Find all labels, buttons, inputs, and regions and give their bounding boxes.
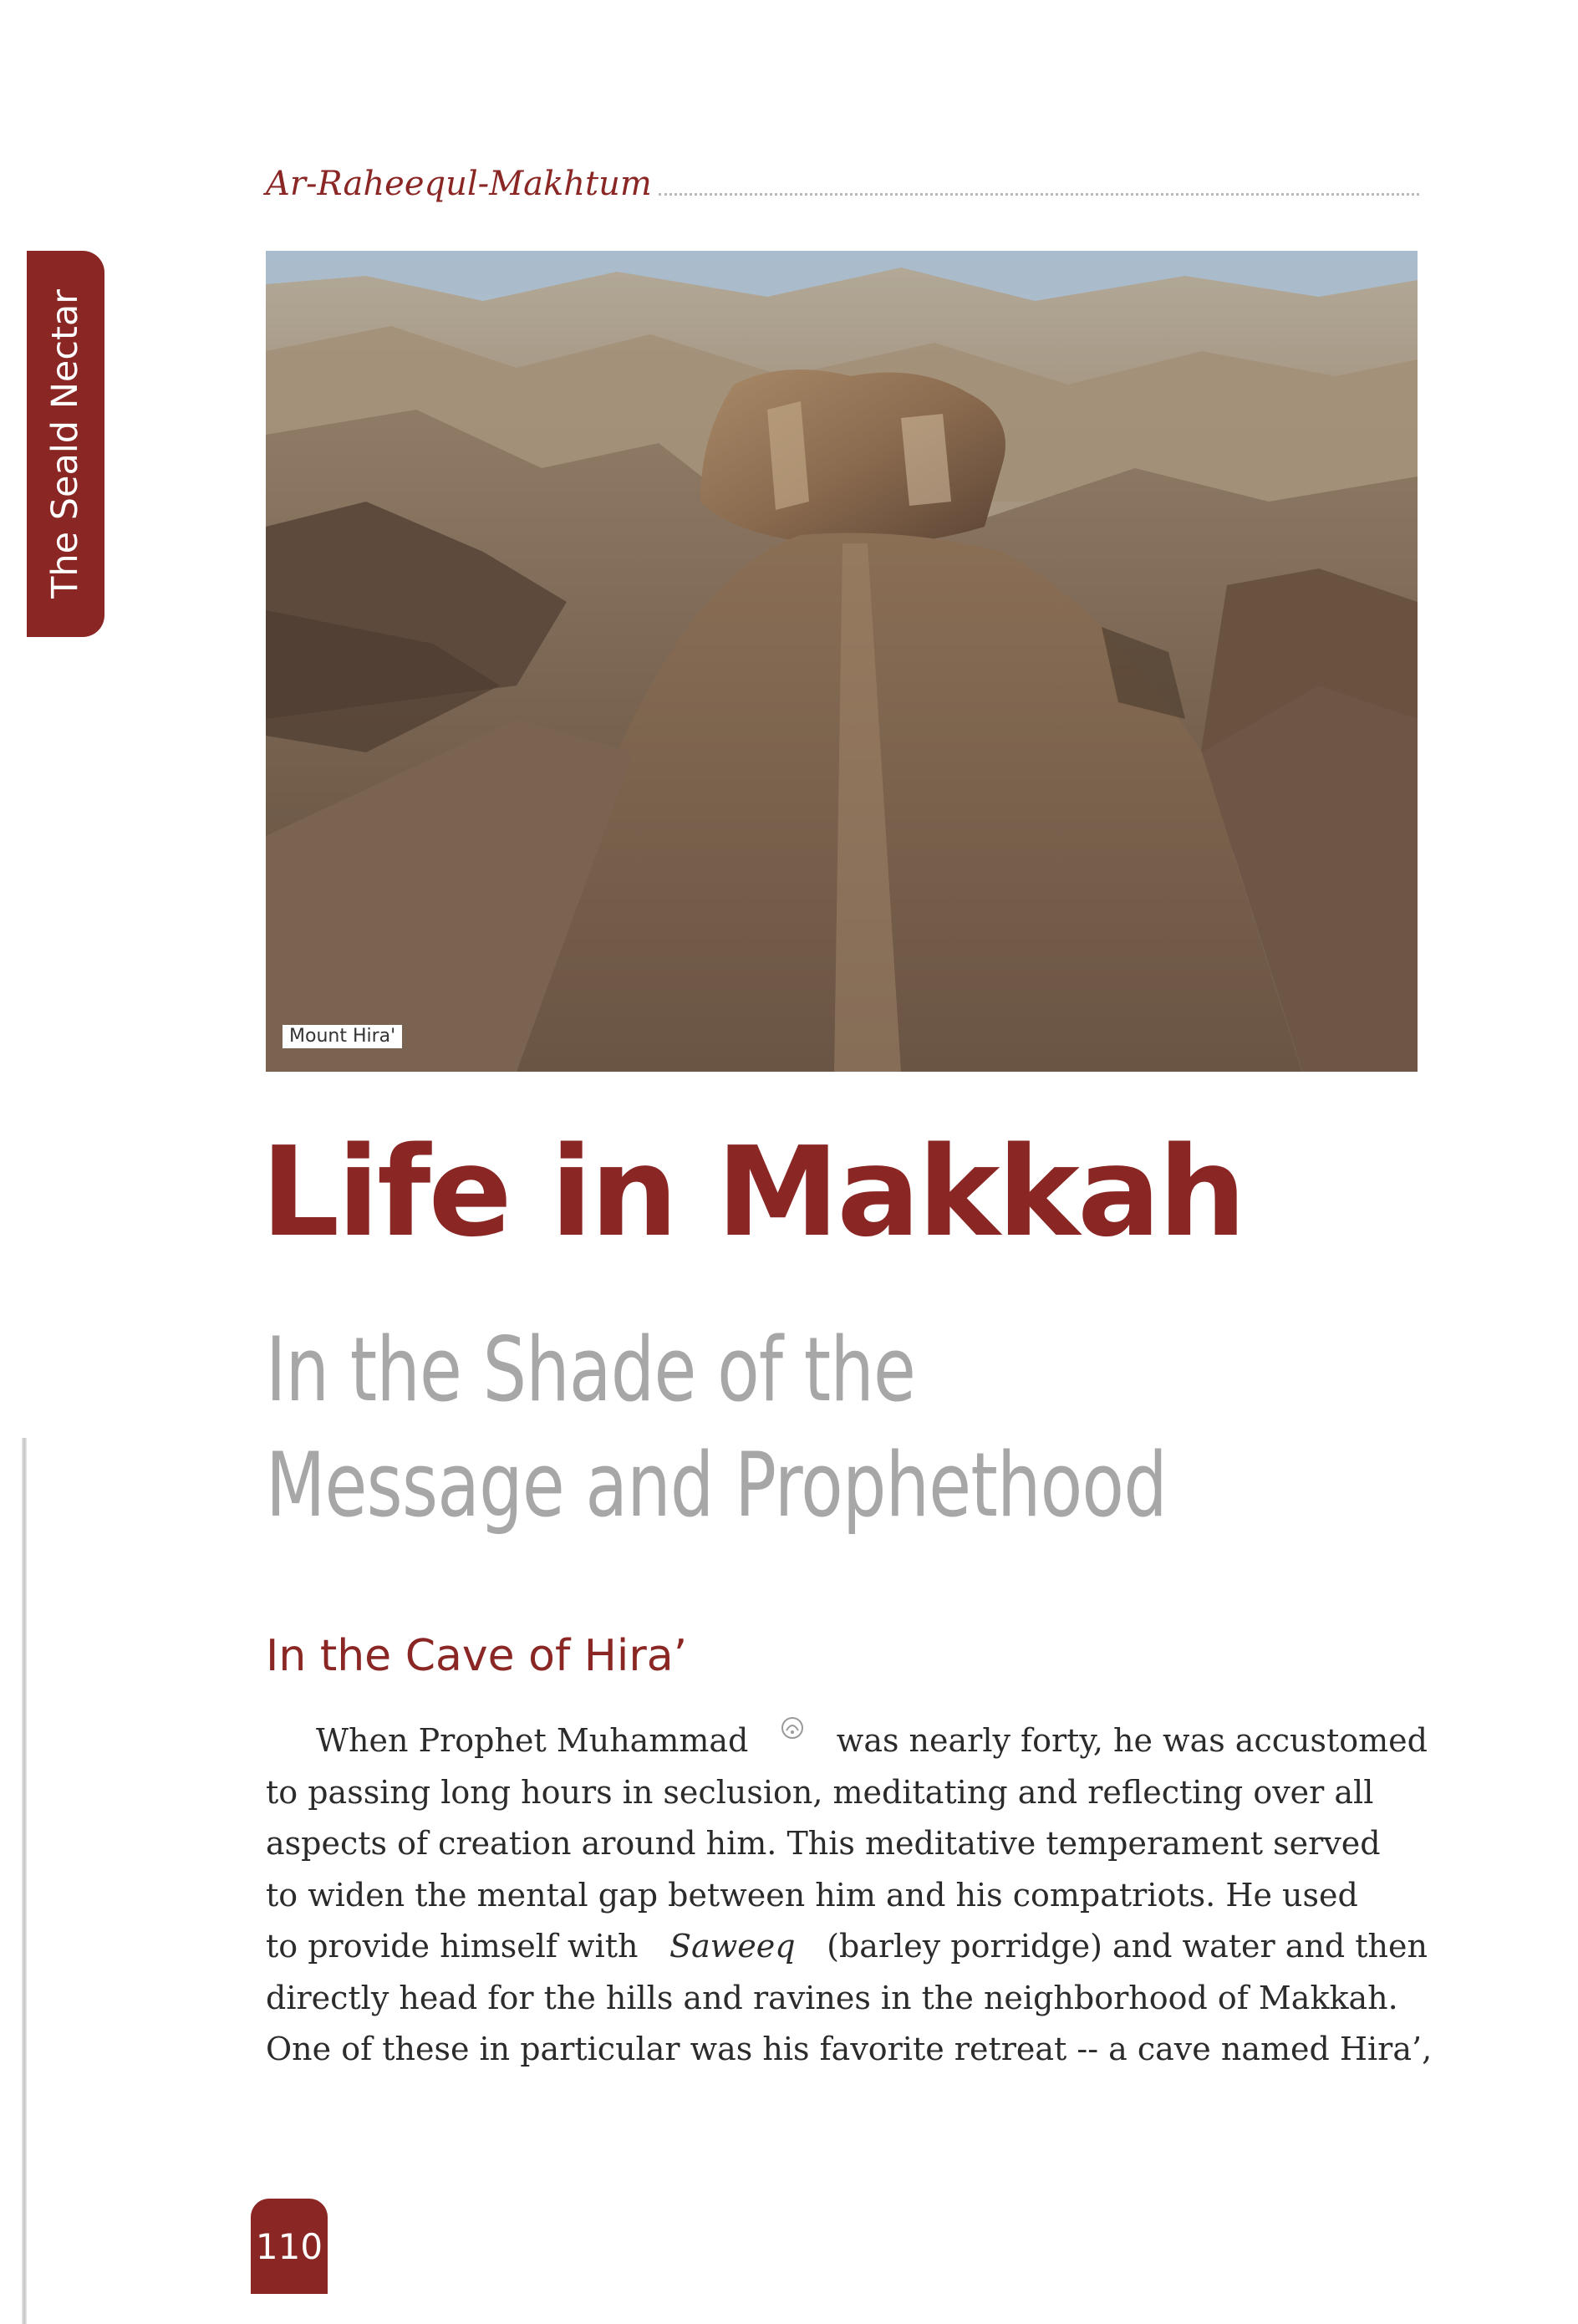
mount-hira-photo xyxy=(266,251,1418,1072)
body-line: directly head for the hills and ravines in the neighborhood of Makkah. xyxy=(266,1979,1398,2016)
chapter-subtitle xyxy=(266,1312,1167,1543)
side-tab xyxy=(27,251,104,637)
body-paragraph xyxy=(266,1715,1433,2076)
body-text-segment: (barley porridge) and water and then xyxy=(827,1928,1428,1965)
body-line: to widen the mental gap between him and his compatriots. He used xyxy=(266,1876,1358,1914)
body-line: One of these in particular was his favorite retreat -- a cave named Hira’, xyxy=(266,2031,1433,2067)
running-head xyxy=(266,150,1419,201)
body-text-segment: When Prophet Muhammad xyxy=(316,1722,749,1759)
subtitle-line-2: Message and Prophethood xyxy=(266,1433,1167,1537)
body-line xyxy=(266,1715,1428,1767)
body-line: to passing long hours in seclusion, meditating and reflecting over all xyxy=(266,1773,1374,1811)
chapter-title: Life in Makkah xyxy=(261,1120,1245,1264)
mountain-landscape-image xyxy=(266,251,1418,1072)
subtitle-line-1: In the Shade of the xyxy=(266,1318,916,1421)
book-spine-shadow xyxy=(22,1438,27,2324)
body-text-segment: was nearly forty, he was accustomed xyxy=(836,1722,1428,1759)
body-line: aspects of creation around him. This meditative temperament served xyxy=(266,1825,1381,1862)
side-tab-label: The Seald Nectar xyxy=(44,289,86,599)
page-number: 110 xyxy=(251,2199,328,2294)
italic-term: Saweeq xyxy=(669,1928,796,1965)
body-text-segment: to provide himself with xyxy=(266,1928,639,1965)
body-line xyxy=(266,1921,1428,1973)
dotted-leader xyxy=(659,193,1419,196)
honorific-glyph-icon xyxy=(780,1715,805,1740)
running-head-title: Ar-Raheequl-Makhtum xyxy=(266,165,652,203)
section-heading: In the Cave of Hira’ xyxy=(266,1631,688,1681)
photo-caption: Mount Hira' xyxy=(283,1025,402,1048)
